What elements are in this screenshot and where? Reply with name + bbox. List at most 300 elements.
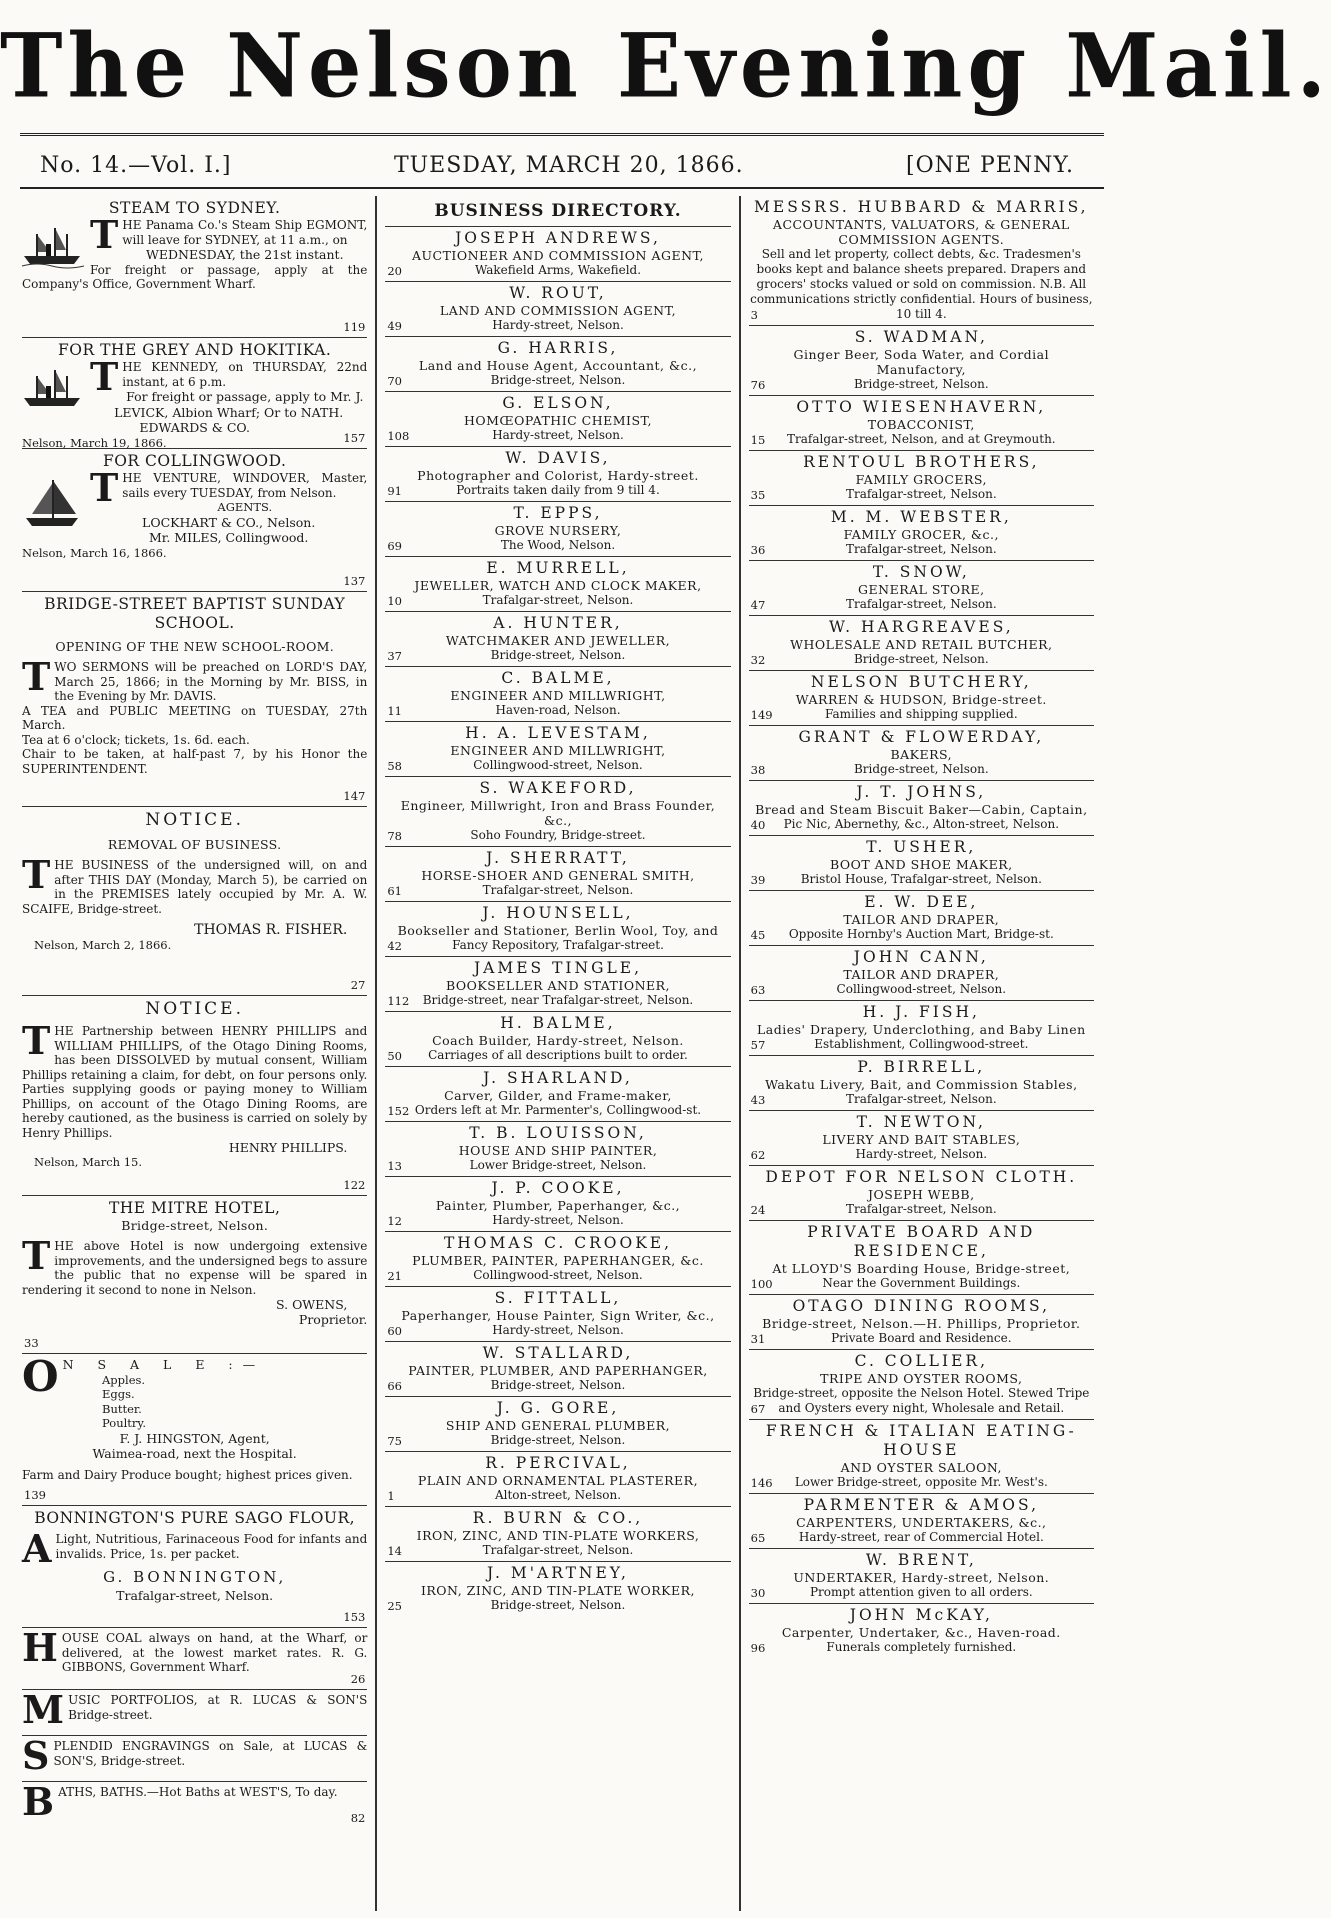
entry-name: J. P. COOKE, [491,1179,625,1197]
ad-sago-flour [22,1506,367,1628]
entry-name: J. HOUNSELL, [482,904,634,922]
ad-engravings [22,1733,368,1782]
issue-number: No. 14.—Vol. I.] [40,152,232,178]
sale-item: Butter. [102,1401,142,1416]
entry-number: 45 [750,928,766,942]
entry-address: Trafalgar-street, Nelson. [482,593,634,607]
entry-name: G. HARRIS, [497,339,619,357]
entry-trade: JEWELLER, WATCH AND CLOCK MAKER, [414,578,702,593]
entry-address: Trafalgar-street, Nelson. [482,1543,634,1557]
entry-name: H. A. LEVESTAM, [465,724,651,742]
entry-name: A. HUNTER, [493,614,623,632]
entry-name: J. M'ARTNEY, [487,1564,629,1582]
directory-entry [385,1012,730,1067]
entry-address: Fancy Repository, Trafalgar-street. [452,938,664,952]
entry-name: GRANT & FLOWERDAY, [798,728,1045,746]
directory-entry [749,891,1094,946]
entry-name: E. W. DEE, [864,893,979,911]
ad-number: 26 [350,1672,366,1686]
directory-entry [749,326,1094,396]
ad-number: 119 [343,320,366,334]
entry-number: 49 [387,319,402,333]
entry-trade: Carpenter, Undertaker, &c., Haven-road. [781,1625,1061,1640]
entry-trade: Land and House Agent, Accountant, &c., [418,358,698,373]
ad-number: 147 [343,789,366,803]
entry-number: 35 [750,488,766,502]
entry-address: Soho Foundry, Bridge-street. [470,828,646,842]
ad-line: Farm and Dairy Produce bought; highest prices given. [22,1467,353,1482]
ad-title: BRIDGE-STREET BAPTIST SUNDAY SCHOOL. [44,595,346,632]
entry-number: 39 [750,873,766,887]
entry-address: Hardy-street, Nelson. [492,428,624,442]
column-1 [14,196,375,1911]
entry-trade: LIVERY AND BAIT STABLES, [822,1132,1021,1147]
entry-name: NELSON BUTCHERY, [810,673,1032,691]
entry-trade: SHIP AND GENERAL PLUMBER, [445,1418,671,1433]
notice-body: THE Partnership between HENRY PHILLIPS and WILLIAM PHILLIPS, of the Otago Dining Rooms, has been DISSOLVED by mutual consent, William Phillips retaining a claim, for debt, on four persons only. Parties supplying goods or paying money to William Phillips, on account of the Otago Dining Rooms, are hereby cautioned, as the business is carried on solely by Henry Phillips. [22,1018,368,1140]
ad-body: THE KENNEDY, on THURSDAY, 22nd instant, at 6 p.m. [90,354,368,399]
ad-body: THE above Hotel is now undergoing extensive improvements, and the undersigned begs to assure the public that no expense will be spared in rendering it second to none in Nelson. [22,1233,368,1297]
entry-number: 40 [750,818,766,832]
directory-entry [749,1166,1094,1221]
ad-title: FOR THE GREY AND HOKITIKA. [58,341,332,359]
directory-entry [749,196,1094,326]
entry-trade: HOMŒOPATHIC CHEMIST, [463,413,653,428]
directory-entry [749,451,1094,506]
ad-title: BONNINGTON'S PURE SAGO FLOUR, [34,1509,356,1527]
entry-address: Bridge-street, Nelson. [490,1378,626,1392]
entry-address: Collingwood-street, Nelson. [473,758,643,772]
entry-name: T. USHER, [866,838,977,856]
entry-name: J. SHERRATT, [486,849,630,867]
entry-address: Trafalgar-street, Nelson. [845,1092,997,1106]
entry-address: Collingwood-street, Nelson. [836,982,1007,996]
entry-trade: ENGINEER AND MILLWRIGHT, [450,743,666,758]
ad-agent: F. J. HINGSTON, Agent, [119,1430,270,1446]
masthead-rule [20,133,1104,139]
directory-entry [749,1350,1094,1420]
entry-trade: UNDERTAKER, Hardy-street, Nelson. [793,1570,1050,1585]
sailing-ship-icon [22,473,84,533]
entry-number: 31 [750,1332,766,1346]
ad-grey-hokitika [22,338,367,449]
notice-partnership [22,996,367,1196]
entry-address: Carriages of all descriptions built to order. [428,1048,688,1062]
directory-entry [749,616,1094,671]
directory-entry [749,1111,1094,1166]
ad-line: For freight or passage, apply at the Company's Office, Government Wharf. [22,262,368,291]
entry-number: 149 [750,708,773,722]
ad-body: A Light, Nutritious, Farinaceous Food for infants and invalids. Price, 1s. per packet. [22,1526,368,1571]
entry-address: Trafalgar-street, Nelson. [482,883,634,897]
entry-name: MESSRS. HUBBARD & MARRIS, [754,198,1089,216]
directory-entry [749,1549,1094,1604]
entry-number: 112 [387,994,410,1008]
entry-name: H. J. FISH, [862,1003,980,1021]
entry-address: Prompt attention given to all orders. [809,1585,1033,1599]
ad-steam-sydney [22,196,367,338]
entry-trade: TAILOR AND DRAPER, [843,912,1000,927]
issue-date: TUESDAY, MARCH 20, 1866. [393,152,744,178]
entry-name: J. T. JOHNS, [856,783,987,801]
entry-trade: TRIPE AND OYSTER ROOMS, [820,1371,1023,1386]
entry-name: S. WAKEFORD, [479,779,637,797]
directory-entry [749,726,1094,781]
entry-name: JOSEPH ANDREWS, [455,229,661,247]
entry-number: 24 [750,1203,766,1217]
directory-entry [385,1342,730,1397]
entry-trade: PLUMBER, PAINTER, PAPERHANGER, &c. [412,1253,704,1268]
entry-address: Bridge-street, near Trafalgar-street, Nelson. [422,993,694,1007]
notice-date: Nelson, March 15. [34,1155,143,1169]
entry-name: E. MURRELL, [486,559,630,577]
entry-trade: ACCOUNTANTS, VALUATORS, & GENERAL COMMISSION AGENTS. [772,217,1070,247]
entry-number: 11 [387,704,402,718]
entry-number: 78 [387,829,402,843]
entry-address: Hardy-street, rear of Commercial Hotel. [798,1530,1044,1544]
directory-entry [385,337,730,392]
ad-body: SPLENDID ENGRAVINGS on Sale, at LUCAS & SON'S, Bridge-street. [22,1733,368,1778]
entry-name: W. DAVIS, [505,449,611,467]
entry-number: 21 [387,1269,402,1283]
ad-number: 33 [24,1336,39,1350]
directory-entry [385,1397,730,1452]
ad-number: 153 [343,1610,366,1624]
directory-entry [385,1177,730,1232]
entry-name: JOHN CANN, [853,948,989,966]
entry-number: 30 [750,1586,766,1600]
entry-address: Bridge-street, Nelson. [853,762,989,776]
entry-number: 62 [750,1148,766,1162]
notice-signature: HENRY PHILLIPS. [228,1140,348,1155]
entry-address: Hardy-street, Nelson. [855,1147,988,1161]
entry-name: W. BRENT, [865,1551,977,1569]
entry-name: J. G. GORE, [496,1399,620,1417]
directory-list [385,227,730,1616]
ad-number: 139 [24,1488,46,1502]
directory-entry [749,781,1094,836]
entry-name: H. BALME, [500,1014,616,1032]
entry-address: Families and shipping supplied. [824,707,1018,721]
entry-number: 152 [387,1104,410,1118]
notice-title: NOTICE. [145,810,244,830]
entry-trade: FAMILY GROCERS, [855,472,988,487]
entry-trade: JOSEPH WEBB, [868,1187,975,1202]
directory-title: BUSINESS DIRECTORY. [385,196,730,227]
entry-number: 100 [750,1277,773,1291]
entry-name: S. WADMAN, [854,328,988,346]
entry-number: 75 [387,1434,402,1448]
entry-address: Bridge-street, Nelson. [490,1598,626,1612]
notice-removal [22,807,367,996]
directory-entry [385,777,730,847]
entry-number: 60 [387,1324,402,1338]
notice-date: Nelson, March 2, 1866. [34,938,172,952]
entry-name: G. ELSON, [502,394,614,412]
entry-trade: HORSE-SHOER AND GENERAL SMITH, [421,868,695,883]
entry-trade: Wakatu Livery, Bait, and Commission Stables, [765,1077,1078,1092]
masthead-title: The Nelson Evening Mail. [0,13,1331,118]
entry-address: Trafalgar-street, Nelson. [845,1202,997,1216]
entry-address: Orders left at Mr. Parmenter's, Collingwood-st. [414,1103,702,1117]
entry-address: Lower Bridge-street, Nelson. [469,1158,647,1172]
ad-title: THE MITRE HOTEL, [108,1199,281,1217]
entry-trade: PLAIN AND ORNAMENTAL PLASTERER, [417,1473,699,1488]
directory-entry [385,902,730,957]
entry-number: 37 [387,649,402,663]
ad-agent: Mr. MILES, Collingwood. [148,530,309,545]
entry-trade: Ladies' Drapery, Underclothing, and Baby Linen [756,1022,1086,1037]
entry-address: Trafalgar-street, Nelson. [845,597,997,611]
entry-name: T. B. LOUISSON, [469,1124,647,1142]
entry-number: 61 [387,884,402,898]
entry-trade: PAINTER, PLUMBER, AND PAPERHANGER, [408,1363,708,1378]
entry-number: 15 [750,433,766,447]
ad-body: HOUSE COAL always on hand, at the Wharf, or delivered, at the lowest market rates. R. G. GIBBONS, Government Wharf. [22,1625,368,1674]
entry-address: Pic Nic, Abernethy, &c., Alton-street, Nelson. [783,817,1060,831]
ad-body: THE Panama Co.'s Steam Ship EGMONT, will leave for SYDNEY, at 11 a.m., on [90,212,368,257]
entry-name: W. HARGREAVES, [828,618,1014,636]
directory-entry [385,1562,730,1616]
entry-trade: BOOT AND SHOE MAKER, [829,857,1013,872]
entry-name: OTAGO DINING ROOMS, [792,1297,1051,1315]
ad-line: Chair to be taken, at half-past 7, by his Honor the SUPERINTENDENT. [22,747,368,776]
ad-title: STEAM TO SYDNEY. [108,199,281,217]
entry-number: 3 [750,308,758,322]
entry-name: W. ROUT, [509,284,607,302]
entry-address: Near the Government Buildings. [822,1276,1021,1290]
directory-entry [385,227,730,282]
directory-entry [385,392,730,447]
directory-entry [385,1287,730,1342]
entry-number: 36 [750,543,766,557]
entry-address: Hardy-street, Nelson. [492,1213,624,1227]
entry-number: 50 [387,1049,402,1063]
ad-agents-label: AGENTS. [217,500,273,514]
entry-number: 58 [387,759,402,773]
ad-name: G. BONNINGTON, [103,1568,287,1586]
ad-line: WEDNESDAY, the 21st instant. [146,247,344,262]
entry-trade: BOOKSELLER AND STATIONER, [445,978,671,993]
entry-name: RENTOUL BROTHERS, [803,453,1040,471]
entry-trade: TOBACCONIST, [867,417,975,432]
directory-entry [385,722,730,777]
directory-entry [385,557,730,612]
entry-number: 65 [750,1531,766,1545]
entry-name: OTTO WIESENHAVERN, [796,398,1047,416]
entry-number: 63 [750,983,766,997]
entry-address: Opposite Hornby's Auction Mart, Bridge-st. [788,927,1054,941]
entry-trade: AND OYSTER SALOON, [840,1460,1002,1475]
entry-trade: Photographer and Colorist, Hardy-street. [417,468,699,483]
ad-address: Waimea-road, next the Hospital. [92,1446,297,1461]
entry-trade: GROVE NURSERY, [494,523,622,538]
entry-number: 25 [387,1599,402,1613]
directory-entry [749,1420,1094,1494]
entry-name: R. PERCIVAL, [485,1454,631,1472]
entry-address: Bridge-street, Nelson. [853,377,989,391]
entry-trade: CARPENTERS, UNDERTAKERS, &c., [796,1515,1047,1530]
directory-entry [749,506,1094,561]
sale-item: Poultry. [102,1416,147,1430]
entry-name: T. NEWTON, [856,1113,986,1131]
entry-name: JAMES TINGLE, [473,959,643,977]
entry-name: P. BIRRELL, [857,1058,986,1076]
entry-number: 96 [750,1641,766,1655]
entry-name: J. SHARLAND, [483,1069,633,1087]
directory-entry [749,1056,1094,1111]
entry-address: Private Board and Residence. [831,1331,1012,1345]
ad-line: For freight or passage, apply to Mr. J. LEVICK, Albion Wharf; Or to NATH. EDWARDS & CO. [114,389,364,435]
directory-entry [385,282,730,337]
issue-price: [ONE PENNY. [906,152,1074,178]
entry-name: C. COLLIER, [854,1352,988,1370]
directory-entry [385,612,730,667]
entry-trade: Painter, Plumber, Paperhanger, &c., [435,1198,681,1213]
entry-address: Trafalgar-street, Nelson. [845,487,997,501]
entry-name: DEPOT FOR NELSON CLOTH. [765,1168,1078,1186]
ad-body: MUSIC PORTFOLIOS, at R. LUCAS & SON'S Bridge-street. [22,1687,368,1732]
entry-number: 38 [750,763,766,777]
entry-number: 42 [387,939,402,953]
notice-title: NOTICE. [145,999,244,1019]
entry-address: Hardy-street, Nelson. [492,318,624,332]
entry-trade: IRON, ZINC, AND TIN-PLATE WORKERS, [416,1528,700,1543]
directory-entry [385,502,730,557]
entry-number: 1 [387,1489,395,1503]
directory-entry [749,561,1094,616]
notice-signature: THOMAS R. FISHER. [194,922,348,938]
entry-name: C. BALME, [501,669,615,687]
entry-address: Trafalgar-street, Nelson. [845,542,997,556]
columns [14,196,1102,1911]
entry-number: 91 [387,484,402,498]
entry-number: 12 [387,1214,402,1228]
entry-name: JOHN McKAY, [849,1606,993,1624]
notice-number: 27 [350,978,366,992]
entry-address: Portraits taken daily from 9 till 4. [456,483,660,497]
ad-house-coal [22,1625,368,1690]
entry-trade: Ginger Beer, Soda Water, and Cordial Manufactory, [793,347,1050,377]
notice-subtitle: REMOVAL OF BUSINESS. [107,837,282,852]
directory-entry [385,1122,730,1177]
ad-number: 137 [343,574,366,588]
entry-number: 47 [750,598,766,612]
entry-address: Alton-street, Nelson. [494,1488,622,1502]
directory-entry [749,1494,1094,1549]
entry-trade: WHOLESALE AND RETAIL BUTCHER, [790,637,1053,652]
entry-name: R. BURN & CO., [472,1509,644,1527]
entry-name: PRIVATE BOARD AND RESIDENCE, [807,1223,1036,1260]
entry-trade: Coach Builder, Hardy-street, Nelson. [432,1033,684,1048]
directory-entry [385,667,730,722]
ad-line: Tea at 6 o'clock; tickets, 1s. 6d. each. [22,732,250,747]
directory-entry [385,1507,730,1562]
ad-collingwood [22,449,367,592]
entry-trade: Carver, Gilder, and Frame-maker, [444,1088,672,1103]
entry-address: Hardy-street, Nelson. [492,1323,624,1337]
entry-number: 10 [387,594,402,608]
ad-date: Nelson, March 16, 1866. [22,545,167,560]
ad-agent: LOCKHART & CO., Nelson. [142,514,316,530]
ad-baptist-school [22,592,367,807]
directory-list [749,196,1094,1658]
entry-address: Lower Bridge-street, opposite Mr. West's. [794,1475,1048,1489]
sale-item: Eggs. [102,1387,135,1401]
ad-line: A TEA and PUBLIC MEETING on TUESDAY, 27th March. [22,703,368,732]
entry-trade: WATCHMAKER AND JEWELLER, [445,633,671,648]
ad-title: FOR COLLINGWOOD. [102,452,287,470]
entry-number: 14 [387,1544,402,1558]
ad-music-portfolios [22,1687,368,1736]
entry-address: Bridge-street, Nelson. [853,652,989,666]
steamship-icon [22,362,84,412]
directory-entry [749,396,1094,451]
entry-trade: GENERAL STORE, [858,582,985,597]
directory-entry [385,847,730,902]
ad-subtitle: OPENING OF THE NEW SCHOOL-ROOM. [55,639,335,654]
ad-number: 82 [350,1811,366,1825]
ad-body: TWO SERMONS will be preached on LORD'S DAY, March 25, 1866; in the Morning by Mr. BISS, in the Evening by Mr. DAVIS. [22,654,368,703]
entry-address: The Wood, Nelson. [500,538,616,552]
column-3 [739,196,1102,1911]
ad-signature: S. OWENS, [276,1297,348,1312]
directory-entry [749,1221,1094,1295]
entry-address: Bridge-street, Nelson. [490,1433,626,1447]
entry-trade: AUCTIONEER AND COMMISSION AGENT, [411,248,705,263]
ad-date: Nelson, March 19, 1866. [22,435,167,450]
directory-entry [385,1067,730,1122]
directory-entry [749,671,1094,726]
entry-name: THOMAS C. CROOKE, [443,1234,673,1252]
entry-name: S. FITTALL, [494,1289,622,1307]
entry-trade: WARREN & HUDSON, Bridge-street. [795,692,1047,707]
entry-address: Establishment, Collingwood-street. [814,1037,1029,1051]
entry-trade: FAMILY GROCER, &c., [843,527,999,542]
directory-entry [749,1001,1094,1056]
entry-trade: IRON, ZINC, AND TIN-PLATE WORKER, [420,1583,696,1598]
ad-mitre-hotel [22,1196,367,1354]
entry-number: 146 [750,1476,773,1490]
ad-subtitle: Bridge-street, Nelson. [121,1218,269,1233]
entry-number: 13 [387,1159,402,1173]
entry-number: 32 [750,653,766,667]
entry-trade: HOUSE AND SHIP PAINTER, [458,1143,658,1158]
ad-body: THE VENTURE, WINDOVER, Master, sails every TUESDAY, from Nelson. [90,465,368,510]
dateline [40,148,1074,182]
directory-entry [385,1452,730,1507]
directory-entry [385,957,730,1012]
entry-number: 57 [750,1038,766,1052]
entry-name: T. EPPS, [513,504,603,522]
entry-trade: LAND AND COMMISSION AGENT, [439,303,677,318]
entry-number: 69 [387,539,402,553]
entry-trade: Bookseller and Stationer, Berlin Wool, Toy, and [397,923,719,938]
dateline-rule [20,187,1104,189]
entry-trade: ENGINEER AND MILLWRIGHT, [450,688,666,703]
directory-entry [385,447,730,502]
entry-address: Bridge-street, opposite the Nelson Hotel. Stewed Tripe and Oysters every night, Wholesale and Retail. [753,1386,1090,1415]
entry-number: 108 [387,429,410,443]
entry-trade: At LLOYD'S Boarding House, Bridge-street, [772,1261,1071,1276]
entry-address: Collingwood-street, Nelson. [473,1268,643,1282]
sale-item: Apples. [102,1372,146,1387]
entry-address: Bristol House, Trafalgar-street, Nelson. [800,872,1042,886]
entry-address: Trafalgar-street, Nelson, and at Greymouth. [787,432,1056,446]
notice-body: THE BUSINESS of the undersigned will, on and after THIS DAY (Monday, March 5), be carried on in the PREMISES lately occupied by Mr. A. W. SCAIFE, Bridge-street. [22,852,368,916]
entry-name: W. STALLARD, [482,1344,634,1362]
ad-signature-role: Proprietor. [298,1312,368,1327]
